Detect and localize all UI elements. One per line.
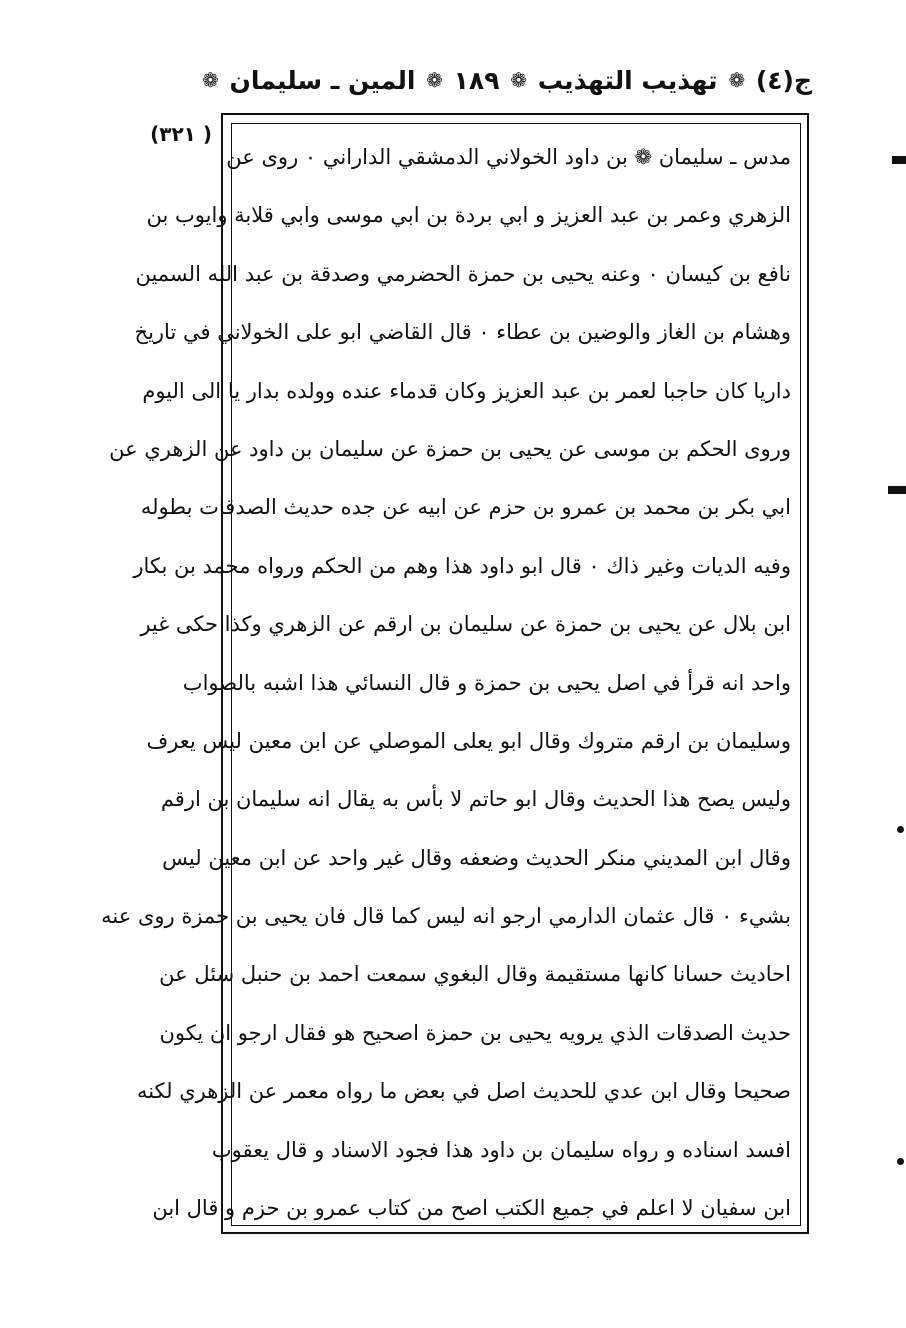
- text-line: وفيه الديات وغير ذاك ٠ قال ابو داود هذا وهم من الحكم ورواه محمد بن بكار: [133, 553, 791, 578]
- text-line: ابي بكر بن محمد بن عمرو بن حزم عن ابيه عن جده حديث الصدقات بطوله: [140, 495, 791, 520]
- margin-entry-number: ( ٣٢١): [150, 122, 212, 146]
- binding-mark: [888, 486, 906, 494]
- text-line: بشيء ٠ قال عثمان الدارمي ارجو انه ليس كما قال فان يحيى بن حمزة روى عنه: [101, 904, 791, 929]
- text-line: حديث الصدقات الذي يرويه يحيى بن حمزة اصحيح هو فقال ارجو ان يكون: [159, 1020, 791, 1045]
- ornament-icon: ❁: [202, 68, 219, 92]
- text-line: وقال ابن المديني منكر الحديث وضعفه وقال غير واحد عن ابن معين ليس: [162, 845, 791, 870]
- text-line: ابن سفيان لا اعلم في جميع الكتب اصح من كتاب عمرو بن حزم و قال ابن: [152, 1196, 791, 1221]
- text-line: واحد انه قرأ في اصل يحيى بن حمزة و قال النسائي هذا اشبه بالصواب: [182, 670, 791, 695]
- binding-hole-mark: [897, 1158, 904, 1165]
- binding-mark: [892, 156, 906, 164]
- binding-hole-mark: [897, 826, 904, 833]
- text-line: احاديث حسانا كانها مستقيمة وقال البغوي سمعت احمد بن حنبل سئل عن: [159, 962, 791, 987]
- text-line: وسليمان بن ارقم متروك وقال ابو يعلى الموصلي عن ابن معين ليس يعرف: [146, 728, 791, 753]
- section-title: المين ـ سليمان: [229, 65, 416, 95]
- text-line: وليس يصح هذا الحديث وقال ابو حاتم لا بأس به يقال انه سليمان بن ارقم: [160, 787, 791, 812]
- page-number: ١٨٩: [453, 65, 500, 95]
- ornament-icon: ❁: [510, 68, 527, 92]
- text-line: صحيحا وقال ابن عدي للحديث اصل في بعض ما رواه معمر عن الزهري لكنه: [136, 1079, 791, 1104]
- running-header: [200, 52, 812, 108]
- ornament-icon: ❁: [426, 68, 443, 92]
- volume-label: ج(٤): [755, 65, 812, 95]
- text-line: ابن بلال عن يحيى بن حمزة عن سليمان بن ارقم عن الزهري وكذا حكى غير: [140, 612, 791, 637]
- text-line: افسد اسناده و رواه سليمان بن داود هذا فجود الاسناد و قال يعقوب: [211, 1137, 791, 1162]
- text-line: وهشام بن الغاز والوضين بن عطاء ٠ قال القاضي ابو على الخولاني في تاريخ: [134, 320, 791, 345]
- text-line: وروى الحكم بن موسى عن يحيى بن حمزة عن سليمان بن داود عن الزهري عن: [109, 436, 791, 461]
- book-title: تهذيب التهذيب: [537, 65, 718, 95]
- text-line: داريا كان حاجبا لعمر بن عبد العزيز وكان قدماء عنده وولده بدار يا الى اليوم: [142, 378, 791, 403]
- text-line: الزهري وعمر بن عبد العزيز و ابي بردة بن ابي موسى وابي قلابة وايوب بن: [146, 203, 791, 228]
- text-line: نافع بن كيسان ٠ وعنه يحيى بن حمزة الحضرمي وصدقة بن عبد الله السمين: [135, 261, 791, 286]
- text-line: مدس ـ سليمان ❁ بن داود الخولاني الدمشقي الداراني ٠ روى عن: [226, 145, 791, 169]
- ornament-icon: ❁: [728, 68, 746, 92]
